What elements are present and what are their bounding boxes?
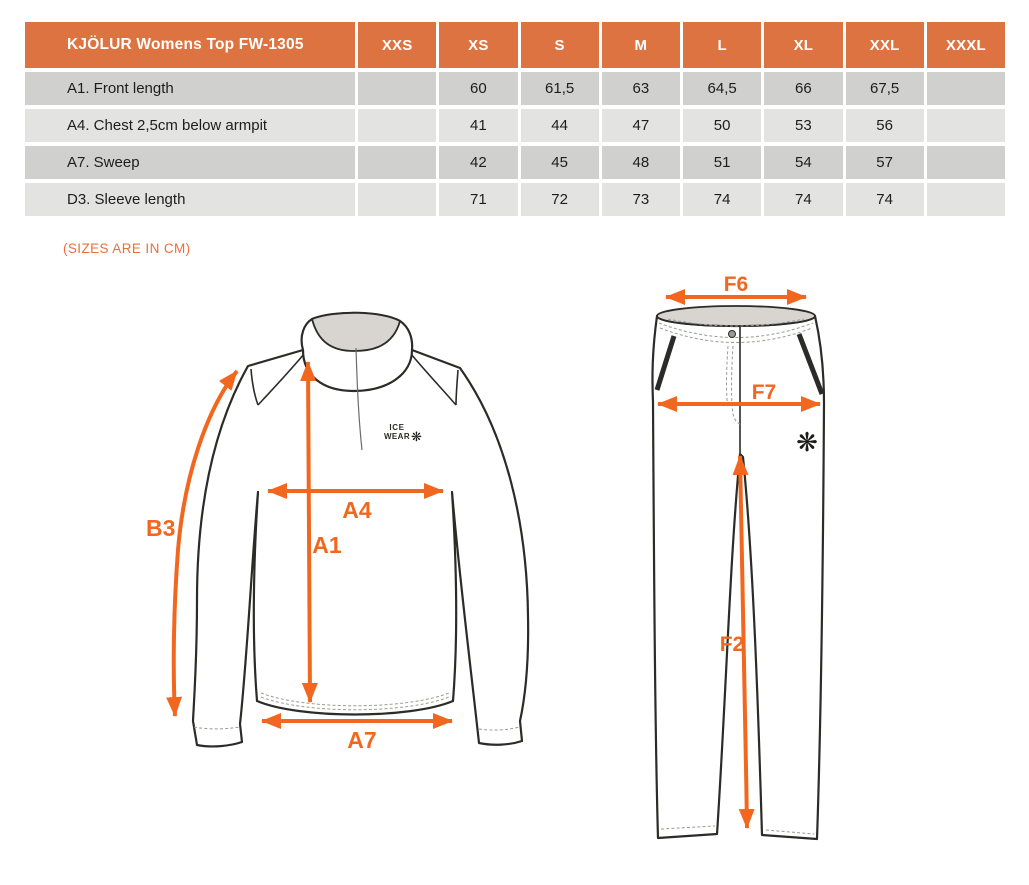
size-value: 66: [764, 72, 842, 105]
size-col-header-m: M: [602, 22, 680, 68]
size-value: 64,5: [683, 72, 761, 105]
size-value: 74: [683, 183, 761, 216]
size-col-header-xs: XS: [439, 22, 517, 68]
measure-label-f2: F2: [719, 633, 745, 656]
size-value: 50: [683, 109, 761, 142]
size-value: [358, 146, 436, 179]
measure-label-a7: A7: [347, 727, 377, 753]
waistband-opening: [657, 306, 815, 326]
size-value: 54: [764, 146, 842, 179]
size-col-header-xxl: XXL: [846, 22, 924, 68]
size-value: 63: [602, 72, 680, 105]
measure-label-f7: F7: [751, 381, 777, 404]
womens-top-technical-drawing: [100, 278, 580, 778]
measure-label-f6: F6: [723, 273, 749, 296]
size-col-header-xl: XL: [764, 22, 842, 68]
size-value: 60: [439, 72, 517, 105]
size-value: 45: [521, 146, 599, 179]
size-value: 74: [764, 183, 842, 216]
row-label: A1. Front length: [25, 72, 355, 105]
measure-arrow-a1: [308, 362, 310, 702]
size-table: [25, 22, 1005, 216]
waist-button: [729, 331, 736, 338]
top-body-outline: [193, 346, 528, 747]
size-value: [358, 109, 436, 142]
size-value: 44: [521, 109, 599, 142]
size-value: [927, 183, 1005, 216]
size-col-header-s: S: [521, 22, 599, 68]
size-value: 71: [439, 183, 517, 216]
brand-logo-line2: WEAR: [383, 432, 411, 441]
size-value: 61,5: [521, 72, 599, 105]
row-label: A7. Sweep: [25, 146, 355, 179]
size-value: 51: [683, 146, 761, 179]
size-value: 67,5: [846, 72, 924, 105]
pants-body-outline: [652, 316, 824, 839]
size-value: 57: [846, 146, 924, 179]
row-label: A4. Chest 2,5cm below armpit: [25, 109, 355, 142]
size-value: 48: [602, 146, 680, 179]
size-value: [927, 146, 1005, 179]
size-col-header-xxs: XXS: [358, 22, 436, 68]
pants-technical-drawing: [630, 270, 870, 870]
size-value: 47: [602, 109, 680, 142]
measure-label-a4: A4: [342, 497, 372, 523]
measure-label-a1: A1: [312, 532, 342, 558]
size-value: [358, 183, 436, 216]
sizes-note: (SIZES ARE IN CM): [63, 241, 191, 256]
size-value: [927, 72, 1005, 105]
brand-logo-line1: ICE: [389, 423, 405, 432]
size-value: 56: [846, 109, 924, 142]
size-value: [927, 109, 1005, 142]
size-value: [358, 72, 436, 105]
size-value: 73: [602, 183, 680, 216]
size-value: 41: [439, 109, 517, 142]
measure-label-b3: B3: [146, 515, 176, 541]
size-value: 74: [846, 183, 924, 216]
table-title: KJÖLUR Womens Top FW-1305: [25, 22, 355, 68]
size-col-header-l: L: [683, 22, 761, 68]
snowflake-icon: ❋: [411, 430, 422, 445]
snowflake-icon: ❋: [796, 428, 818, 458]
row-label: D3. Sleeve length: [25, 183, 355, 216]
size-value: 72: [521, 183, 599, 216]
size-col-header-xxxl: XXXL: [927, 22, 1005, 68]
size-value: 42: [439, 146, 517, 179]
size-value: 53: [764, 109, 842, 142]
